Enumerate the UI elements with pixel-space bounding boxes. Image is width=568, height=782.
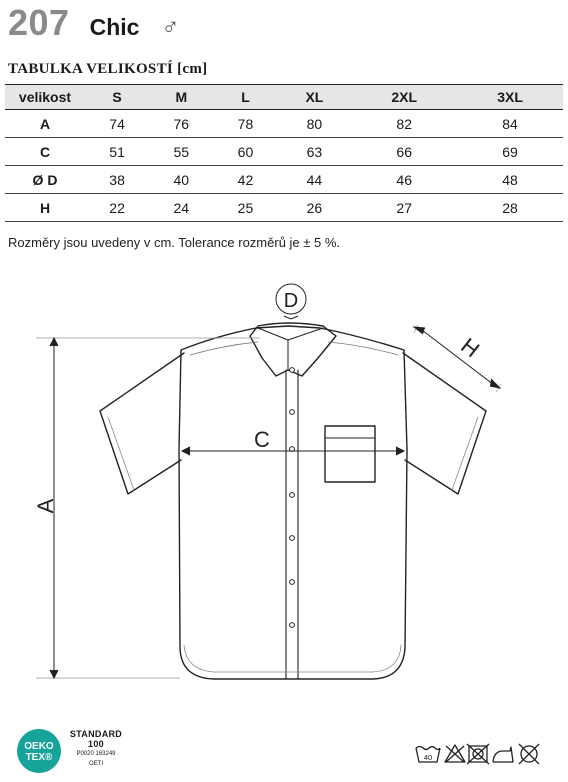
measure-label-c: C <box>254 427 270 452</box>
product-name: Chic <box>89 14 140 40</box>
oeko-logo-line1: OEKO <box>24 741 54 752</box>
table-cell: 76 <box>149 110 213 138</box>
table-cell: 28 <box>457 194 563 222</box>
table-row <box>5 138 563 166</box>
row-label: A <box>5 110 85 138</box>
table-cell: 42 <box>213 166 277 194</box>
column-header: S <box>85 85 149 110</box>
care-symbols <box>415 742 561 768</box>
iron-icon <box>493 747 513 762</box>
table-cell: 48 <box>457 166 563 194</box>
right-sleeve <box>403 353 486 494</box>
button <box>290 493 295 498</box>
table-cell: 55 <box>149 138 213 166</box>
button <box>290 536 295 541</box>
product-header <box>8 2 179 46</box>
table-cell: 24 <box>149 194 213 222</box>
no-tumble-dry-icon <box>467 744 489 764</box>
button <box>290 368 295 373</box>
table-cell: 44 <box>278 166 352 194</box>
oeko-standard-text <box>68 729 124 769</box>
table-cell: 27 <box>351 194 457 222</box>
button <box>290 410 295 415</box>
table-cell: 25 <box>213 194 277 222</box>
column-header: XL <box>278 85 352 110</box>
column-header: velikost <box>5 85 85 110</box>
row-label: H <box>5 194 85 222</box>
table-cell: 63 <box>278 138 352 166</box>
no-bleach-icon <box>445 745 465 762</box>
tolerance-note: Rozměry jsou uvedeny v cm. Tolerance rozměrů je ± 5 %. <box>8 235 341 250</box>
table-cell: 51 <box>85 138 149 166</box>
measure-label-a: A <box>33 498 58 514</box>
row-label: C <box>5 138 85 166</box>
row-label: Ø D <box>5 166 85 194</box>
table-cell: 69 <box>457 138 563 166</box>
placket <box>286 370 298 679</box>
button <box>290 580 295 585</box>
table-cell: 26 <box>278 194 352 222</box>
oeko-tex-logo <box>15 727 63 775</box>
table-cell: 82 <box>351 110 457 138</box>
shirt-diagram <box>0 280 568 690</box>
table-cell: 60 <box>213 138 277 166</box>
size-table-title: TABULKA VELIKOSTÍ [cm] <box>8 61 208 77</box>
column-header: M <box>149 85 213 110</box>
table-cell: 66 <box>351 138 457 166</box>
measure-label-h: H <box>456 332 485 363</box>
table-cell: 80 <box>278 110 352 138</box>
table-cell: 40 <box>149 166 213 194</box>
table-cell: 78 <box>213 110 277 138</box>
standard-line3: P0020 163249 <box>76 751 116 757</box>
measure-label-d: D <box>283 290 299 312</box>
wash-40-icon <box>416 747 440 763</box>
column-header: 2XL <box>351 85 457 110</box>
column-header: L <box>213 85 277 110</box>
table-cell: 38 <box>85 166 149 194</box>
standard-line4: OETI <box>88 761 103 767</box>
column-header: 3XL <box>457 85 563 110</box>
table-header-row <box>5 85 563 110</box>
no-dry-clean-icon <box>519 744 539 764</box>
chest-pocket <box>325 426 375 482</box>
table-cell: 84 <box>457 110 563 138</box>
table-row <box>5 110 563 138</box>
button <box>290 623 295 628</box>
table-cell: 22 <box>85 194 149 222</box>
table-cell: 74 <box>85 110 149 138</box>
size-table <box>5 84 563 222</box>
wash-temp: 40 <box>423 753 433 762</box>
standard-line1: STANDARD <box>69 729 123 739</box>
table-cell: 46 <box>351 166 457 194</box>
standard-line2: 100 <box>88 739 104 749</box>
left-sleeve <box>100 353 184 494</box>
table-row <box>5 194 563 222</box>
oeko-logo-line2: TEX® <box>25 752 53 763</box>
male-symbol-icon: ♂ <box>161 14 180 41</box>
table-row <box>5 166 563 194</box>
model-number: 207 <box>8 2 70 43</box>
